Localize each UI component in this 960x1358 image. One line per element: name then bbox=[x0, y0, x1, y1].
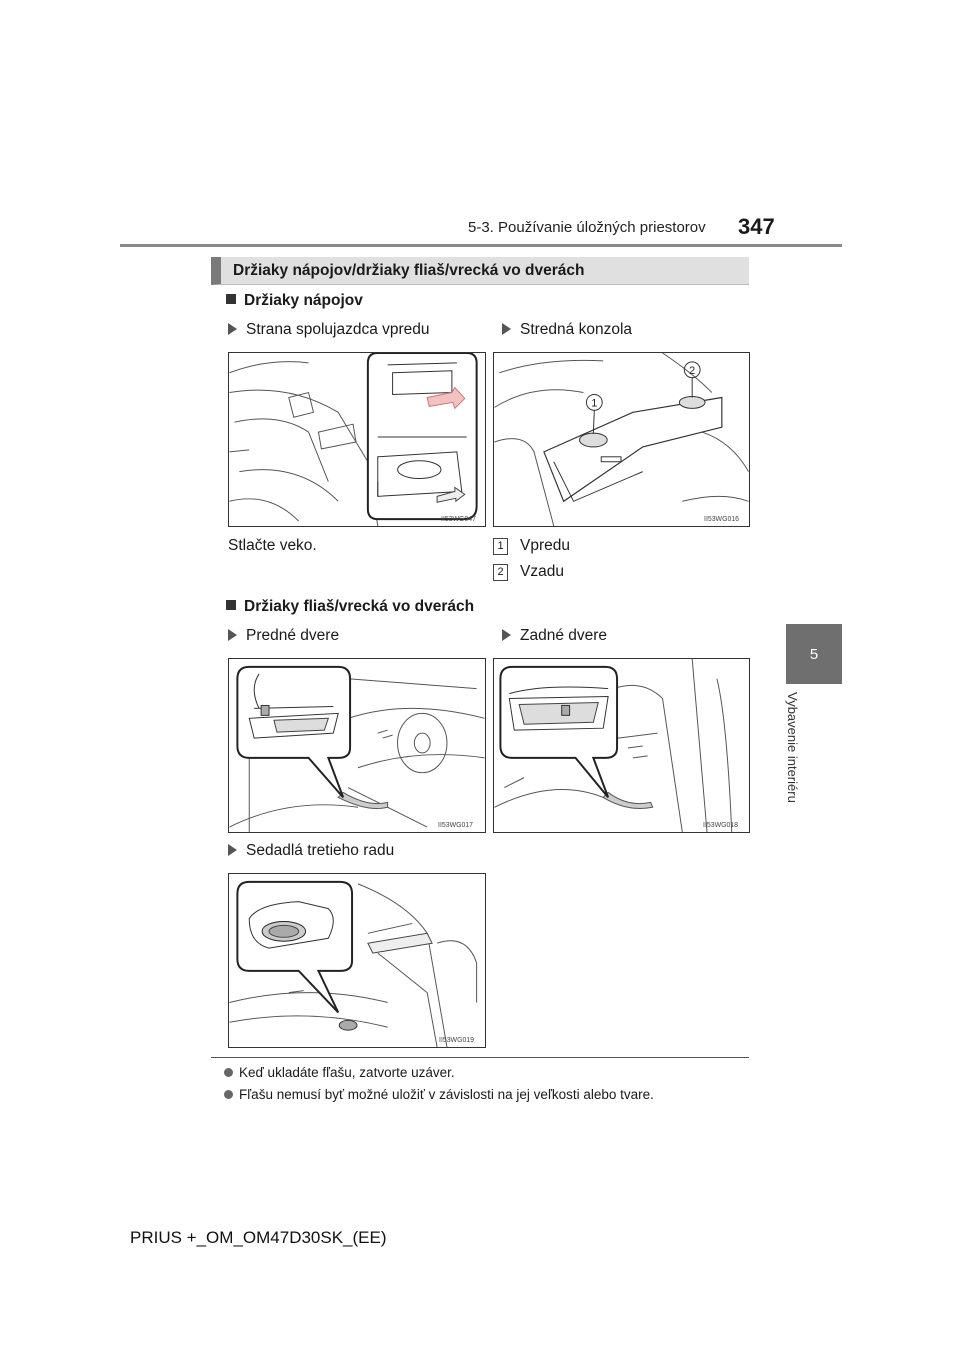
illustration-third-row-holder bbox=[229, 874, 485, 1047]
label-text: Zadné dvere bbox=[520, 627, 608, 644]
header-rule bbox=[120, 244, 842, 247]
figure-code: II53WG047 bbox=[441, 516, 476, 524]
chapter-side-title bbox=[785, 692, 820, 932]
label-rear-doors bbox=[502, 627, 607, 645]
subheading-text: Držiaky fliaš/vrecká vo dverách bbox=[244, 598, 475, 615]
bullet-dot-icon bbox=[224, 1090, 233, 1099]
legend-text: Vpredu bbox=[520, 537, 570, 554]
subheading-text: Držiaky nápojov bbox=[244, 292, 363, 309]
triangle-bullet-icon bbox=[228, 844, 237, 856]
legend-number: 2 bbox=[493, 564, 508, 581]
figure-front-doors bbox=[228, 658, 486, 833]
section-title: Držiaky nápojov/držiaky fliaš/vrecká vo dverách bbox=[233, 262, 585, 279]
callout-2: 2 bbox=[689, 364, 696, 377]
chapter-title: Vybavenie interiéru bbox=[785, 692, 800, 803]
page-number: 347 bbox=[738, 214, 775, 239]
figure-front-passenger-cup-holder bbox=[228, 352, 486, 527]
label-front-passenger bbox=[228, 321, 430, 339]
bullet-dot-icon bbox=[224, 1068, 233, 1077]
illustration-front-cup-holder bbox=[229, 353, 485, 526]
callout-1: 1 bbox=[591, 397, 598, 410]
subheading-bottle-holders bbox=[226, 598, 474, 616]
figure-code: II53WG016 bbox=[704, 516, 739, 524]
figure-center-console bbox=[493, 352, 750, 527]
caption-press-lid: Stlačte veko. bbox=[228, 537, 317, 554]
triangle-bullet-icon bbox=[502, 323, 511, 335]
figure-code: II53WG018 bbox=[703, 822, 738, 830]
label-third-row bbox=[228, 842, 394, 860]
label-text: Strana spolujazdca vpredu bbox=[246, 321, 430, 338]
illustration-rear-door-pocket bbox=[494, 659, 749, 832]
legend-item-1 bbox=[493, 537, 570, 555]
note-item bbox=[224, 1087, 654, 1102]
square-bullet-icon bbox=[226, 294, 236, 304]
label-text: Stredná konzola bbox=[520, 321, 633, 338]
chapter-tab[interactable]: 5 bbox=[786, 624, 842, 684]
legend-item-2 bbox=[493, 563, 564, 581]
label-front-doors bbox=[228, 627, 339, 645]
figure-code: II53WG019 bbox=[439, 1037, 474, 1045]
header-section-title: 5-3. Používanie úložných priestorov bbox=[468, 219, 706, 236]
note-item bbox=[224, 1065, 455, 1080]
triangle-bullet-icon bbox=[502, 629, 511, 641]
label-text: Predné dvere bbox=[246, 627, 340, 644]
notes-divider bbox=[211, 1057, 749, 1058]
square-bullet-icon bbox=[226, 600, 236, 610]
footer-manual-code: PRIUS +_OM_OM47D30SK_(EE) bbox=[130, 1228, 387, 1247]
label-center-console bbox=[502, 321, 632, 339]
figure-rear-doors bbox=[493, 658, 750, 833]
illustration-center-console bbox=[494, 353, 749, 526]
subheading-cup-holders bbox=[226, 292, 363, 310]
section-title-bar bbox=[211, 257, 749, 285]
figure-code: II53WG017 bbox=[438, 822, 474, 830]
legend-text: Vzadu bbox=[520, 563, 564, 580]
label-text: Sedadlá tretieho radu bbox=[246, 842, 395, 859]
legend-number: 1 bbox=[493, 538, 508, 555]
illustration-front-door-pocket bbox=[229, 659, 485, 832]
note-text: Fľašu nemusí byť možné uložiť v závislosti na jej veľkosti alebo tvare. bbox=[239, 1087, 654, 1102]
triangle-bullet-icon bbox=[228, 629, 237, 641]
triangle-bullet-icon bbox=[228, 323, 237, 335]
figure-third-row bbox=[228, 873, 486, 1048]
note-text: Keď ukladáte fľašu, zatvorte uzáver. bbox=[239, 1065, 455, 1080]
